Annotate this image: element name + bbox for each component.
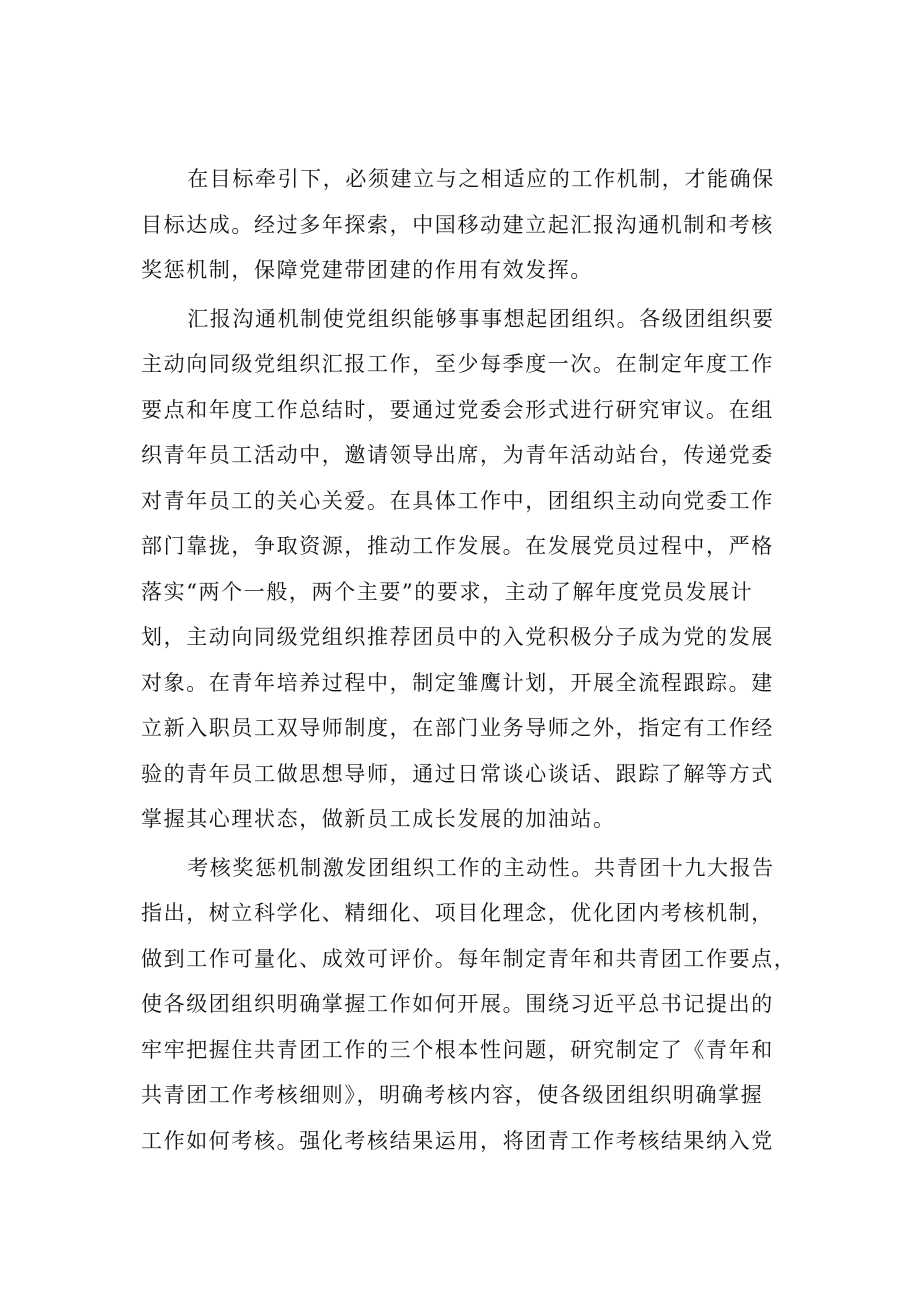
text-line: 使各级团组织明确掌握工作如何开展。围绕习近平总书记提出的 [141, 992, 774, 1016]
paragraph-1 [141, 157, 801, 294]
text-line: 在目标牵引下，必须建立与之相适应的工作机制，才能确保 [187, 167, 775, 191]
document-body [141, 157, 801, 1167]
text-line: 落实“两个一般，两个主要”的要求，主动了解年度党员发展计 [141, 579, 754, 604]
text-line: 掌握其心理状态，做新员工成长发展的加油站。 [141, 807, 616, 831]
text-line: 主动向同级党组织汇报工作，至少每季度一次。在制定年度工作 [141, 352, 774, 376]
text-line: 验的青年员工做思想导师，通过日常谈心谈话、跟踪了解等方式 [141, 761, 774, 786]
text-line: 立新入职员工双导师制度，在部门业务导师之外，指定有工作经 [141, 716, 774, 740]
text-line: 共青团工作考核细则》，明确考核内容，使各级团组织明确掌握 [141, 1083, 764, 1107]
text-line: 要点和年度工作总结时，要通过党委会形式进行研究审议。在组 [141, 397, 774, 422]
text-line: 工作如何考核。强化考核结果运用，将团青工作考核结果纳入党 [141, 1128, 774, 1153]
text-line: 做到工作可量化、成效可评价。每年制定青年和共青团工作要点， [141, 946, 797, 971]
text-line: 汇报沟通机制使党组织能够事事想起团组织。各级团组织要 [187, 306, 775, 331]
text-line: 牢牢把握住共青团工作的三个根本性问题，研究制定了《青年和 [141, 1037, 774, 1062]
text-line: 奖惩机制，保障党建带团建的作用有效发挥。 [141, 258, 593, 282]
text-line: 部门靠拢，争取资源，推动工作发展。在发展党员过程中，严格 [141, 534, 774, 558]
text-line: 指出，树立科学化、精细化、项目化理念，优化团内考核机制， [141, 901, 774, 925]
paragraph-2 [141, 297, 801, 843]
text-line: 目标达成。经过多年探索，中国移动建立起汇报沟通机制和考核 [141, 212, 774, 237]
text-line: 划，主动向同级党组织推荐团员中的入党积极分子成为党的发展 [141, 625, 774, 649]
text-line: 对象。在青年培养过程中，制定雏鹰计划，开展全流程跟踪。建 [141, 670, 774, 695]
text-line: 织青年员工活动中，邀请领导出席，为青年活动站台，传递党委 [141, 443, 774, 467]
text-line: 对青年员工的关心关爱。在具体工作中，团组织主动向党委工作 [141, 488, 774, 513]
text-line: 考核奖惩机制激发团组织工作的主动性。共青团十九大报告 [187, 855, 775, 880]
paragraph-3 [141, 846, 801, 1165]
